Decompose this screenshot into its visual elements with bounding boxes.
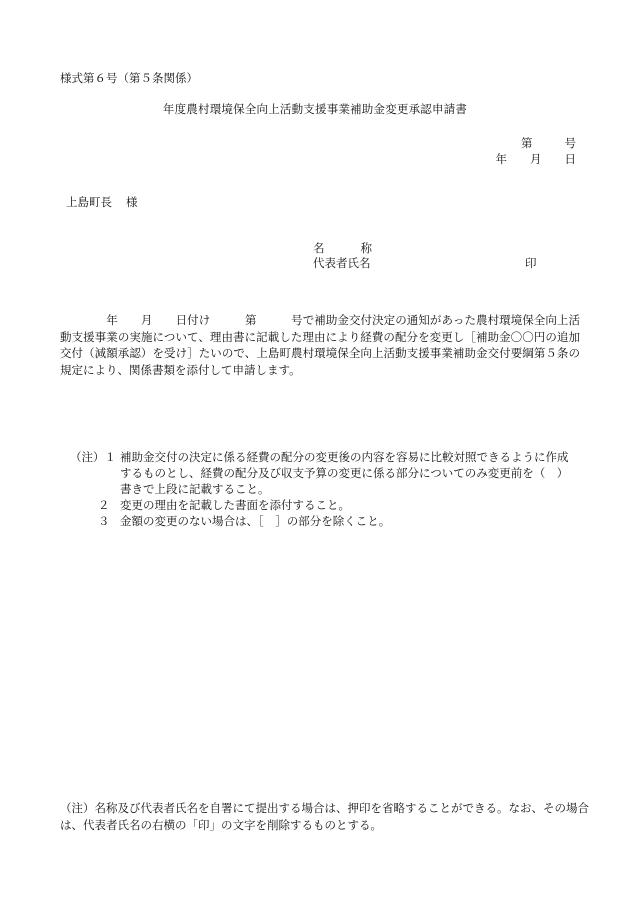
application-body: 年 月 日付け 第 号で補助金交付決定の通知があった農村環境保全向上活動支援事業の実施について、理由書に記載した理由により経費の配分を変更し［補助金〇〇円の追加交付（減額承認）を受け］たいので、上島町農村環境保全向上活動支援事業補助金交付要綱第５条の規定により、関係書類を添付して申請します。 [60,313,580,377]
document-number [521,135,576,151]
date-year: 年 [495,152,507,166]
date-month: 月 [530,152,542,166]
addressee [66,194,138,210]
note-number: １ [104,450,116,464]
document-date [496,151,577,167]
note-line: 書きで上段に記載すること。 [120,482,270,496]
note-line: 変更の理由を記載した書面を添付すること。 [120,498,350,512]
representative-label: 代表者氏名 [313,256,371,270]
name-label-part-1: 名 [313,241,325,255]
note-number: ２ [98,498,110,512]
note-item [70,449,585,497]
footer-note: （注）名称及び代表者氏名を自署にて提出する場合は、押印を省略することができる。なお、その場合は、代表者氏名の右横の「印」の文字を削除するものとする。 [60,801,589,832]
seal-mark: 印 [525,256,537,270]
note-line: 補助金交付の決定に係る経費の配分の変更後の内容を容易に比較対照できるように作成 [120,450,569,464]
doc-number-dai: 第 [521,136,533,150]
note-item [70,497,585,513]
note-line: 金額の変更のない場合は、［ ］の部分を除くこと。 [120,514,391,528]
applicant-name-label [313,240,372,256]
note-item [70,513,585,529]
name-label-part-2: 称 [360,241,372,255]
date-day: 日 [564,152,576,166]
notes-section [70,449,585,529]
addressee-honorific: 様 [126,195,138,209]
note-number: ３ [98,514,110,528]
notes-label: （注） [70,450,105,464]
note-line: するものとし、経費の配分及び収支予算の変更に係る部分についてのみ変更前を（ ） [120,466,569,480]
doc-number-go: 号 [564,136,576,150]
addressee-name: 上島町長 [66,195,112,209]
document-title: 年度農村環境保全向上活動支援事業補助金変更承認申請書 [162,102,468,116]
form-number: 様式第６号（第５条関係） [60,71,198,85]
